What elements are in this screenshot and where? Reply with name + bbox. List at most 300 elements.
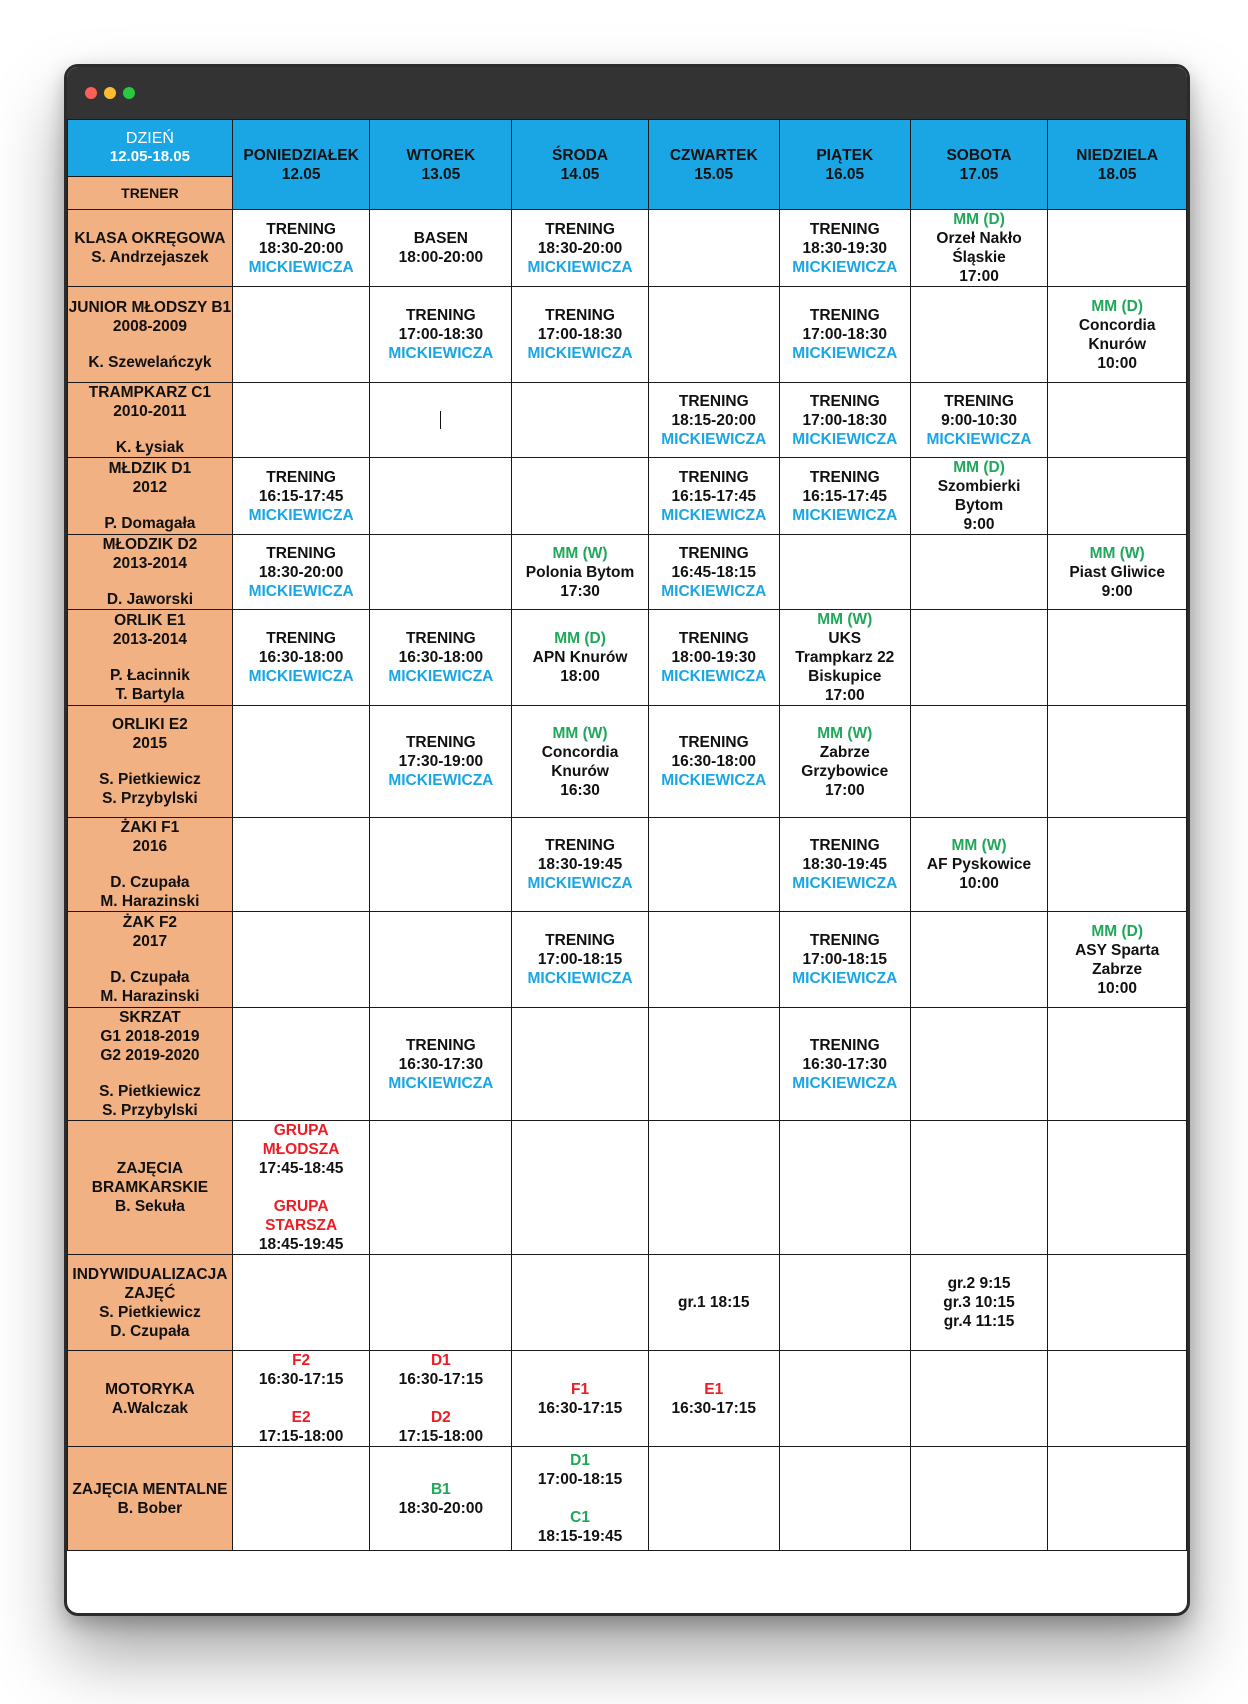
schedule-entry-line: 17:30-19:00 — [398, 753, 484, 770]
schedule-entry-line: TRENING — [405, 1036, 476, 1054]
schedule-cell-friday[interactable] — [779, 458, 910, 535]
schedule-cell-saturday[interactable] — [910, 535, 1048, 610]
schedule-cell-thursday[interactable] — [648, 912, 779, 1008]
team-trainer-cell — [68, 287, 233, 383]
team-trainer-line: MOTORYKA — [105, 1380, 195, 1398]
schedule-cell-wednesday[interactable] — [512, 610, 648, 706]
close-window-button[interactable] — [85, 87, 97, 99]
schedule-cell-tuesday[interactable] — [370, 1351, 512, 1447]
minimize-window-button[interactable] — [104, 87, 116, 99]
team-trainer-cell — [68, 912, 233, 1008]
schedule-entry-line: MICKIEWICZA — [248, 258, 354, 276]
day-header-sunday — [1048, 120, 1187, 210]
schedule-row — [68, 610, 1187, 706]
schedule-entry-line: Piast Gliwice — [1069, 563, 1165, 581]
schedule-entry-line: MICKIEWICZA — [792, 345, 898, 362]
schedule-cell-tuesday[interactable] — [370, 287, 512, 383]
schedule-entry-line: 18:30-20:00 — [537, 239, 623, 257]
schedule-entry-line: 16:30-18:00 — [398, 649, 484, 666]
day-date: 12.05 — [281, 165, 321, 183]
schedule-cell-monday[interactable] — [232, 1121, 370, 1255]
schedule-entry-line: E2 — [291, 1409, 311, 1426]
day-header-thursday — [648, 120, 779, 210]
schedule-cell-saturday[interactable] — [910, 458, 1048, 535]
day-label: DZIEŃ — [125, 130, 174, 147]
team-trainer-line: K. Szewelańczyk — [88, 353, 212, 371]
schedule-entry-line: TRENING — [678, 734, 749, 751]
schedule-cell-saturday[interactable] — [910, 383, 1048, 458]
spacer — [68, 1065, 232, 1082]
schedule-cell-thursday[interactable] — [648, 458, 779, 535]
schedule-row — [68, 535, 1187, 610]
schedule-entry-line: gr.2 9:15 — [947, 1275, 1011, 1292]
schedule-entry-line: 17:30 — [560, 582, 600, 600]
schedule-entry-line: MICKIEWICZA — [248, 506, 354, 524]
team-trainer-cell — [68, 1447, 233, 1551]
schedule-row — [68, 912, 1187, 1008]
schedule-entry-line: 16:30-18:00 — [258, 649, 344, 666]
schedule-cell-wednesday[interactable] — [512, 1255, 648, 1351]
schedule-cell-wednesday[interactable] — [512, 210, 648, 287]
schedule-entry-line: MICKIEWICZA — [661, 506, 767, 524]
schedule-cell-monday[interactable] — [232, 818, 370, 912]
schedule-cell-friday[interactable] — [779, 1447, 910, 1551]
schedule-entry-line: MICKIEWICZA — [248, 582, 354, 600]
schedule-cell-tuesday[interactable] — [370, 912, 512, 1008]
schedule-entry-line: UKS — [828, 630, 862, 647]
schedule-entry-line: 17:00 — [959, 268, 999, 285]
schedule-entry-line: 16:30-17:15 — [537, 1399, 623, 1417]
schedule-cell-sunday[interactable] — [1048, 912, 1187, 1008]
day-header-monday — [232, 120, 370, 210]
schedule-entry-line: Orzeł Nakło — [936, 230, 1022, 247]
schedule-entry-line: 16:30 — [560, 781, 600, 799]
schedule-cell-tuesday[interactable] — [370, 458, 512, 535]
schedule-cell-saturday[interactable] — [910, 287, 1048, 383]
schedule-cell-saturday[interactable] — [910, 610, 1048, 706]
schedule-entry-line: TRENING — [678, 544, 749, 562]
team-trainer-line: D. Czupała — [110, 874, 190, 891]
schedule-entry-line: TRENING — [266, 468, 336, 486]
schedule-entry-line: MICKIEWICZA — [661, 772, 767, 789]
schedule-entry-line: TRENING — [405, 630, 476, 647]
schedule-entry-line: gr.4 11:15 — [943, 1313, 1015, 1330]
team-trainer-line: 2016 — [132, 838, 168, 855]
schedule-entry-line: MM (W) — [817, 724, 873, 742]
team-trainer-line: S. Przybylski — [102, 790, 198, 807]
schedule-cell-tuesday[interactable] — [370, 1255, 512, 1351]
schedule-entry-line: 17:15-18:00 — [258, 1428, 344, 1445]
team-trainer-cell — [68, 383, 233, 458]
team-trainer-line: S. Pietkiewicz — [99, 1083, 201, 1100]
schedule-cell-friday[interactable] — [779, 706, 910, 818]
schedule-entry-line: Zabrze — [1092, 960, 1143, 978]
schedule-cell-saturday[interactable] — [910, 210, 1048, 287]
schedule-cell-monday[interactable] — [232, 210, 370, 287]
schedule-cell-tuesday[interactable] — [370, 1121, 512, 1255]
schedule-entry-line: MICKIEWICZA — [527, 875, 633, 892]
team-trainer-line: D. Czupała — [110, 1322, 190, 1340]
schedule-cell-sunday[interactable] — [1048, 383, 1187, 458]
schedule-entry-line: ASY Sparta — [1075, 941, 1160, 959]
schedule-cell-friday[interactable] — [779, 1351, 910, 1447]
schedule-cell-sunday[interactable] — [1048, 706, 1187, 818]
schedule-cell-thursday[interactable] — [648, 610, 779, 706]
window-titlebar — [67, 67, 1187, 119]
schedule-entry-line: MICKIEWICZA — [792, 258, 898, 276]
schedule-cell-sunday[interactable] — [1048, 1351, 1187, 1447]
day-name: WTOREK — [406, 146, 476, 164]
schedule-cell-sunday[interactable] — [1048, 1121, 1187, 1255]
schedule-entry-line: 9:00 — [963, 516, 995, 533]
team-trainer-line: 2013-2014 — [112, 555, 187, 572]
schedule-entry-line: TRENING — [809, 392, 880, 410]
team-trainer-line: ZAJĘĆ — [124, 1284, 176, 1302]
schedule-entry-line: 16:30-17:30 — [802, 1055, 887, 1073]
day-header-friday — [779, 120, 910, 210]
schedule-entry-line: 16:30-17:15 — [398, 1371, 484, 1388]
schedule-entry-line: 18:30-19:45 — [537, 856, 623, 873]
schedule-cell-monday[interactable] — [232, 1255, 370, 1351]
day-date: 18.05 — [1097, 165, 1137, 183]
header-corner-cell — [68, 120, 233, 210]
schedule-cell-saturday[interactable] — [910, 912, 1048, 1008]
team-trainer-line: P. Domagała — [104, 515, 196, 532]
schedule-entry-line: MM (W) — [951, 837, 1007, 854]
schedule-cell-tuesday[interactable] — [370, 535, 512, 610]
team-trainer-line: D. Jaworski — [106, 591, 193, 608]
schedule-cell-thursday[interactable] — [648, 383, 779, 458]
schedule-cell-thursday[interactable] — [648, 1255, 779, 1351]
day-date: 16.05 — [825, 165, 865, 183]
schedule-entry-line: TRENING — [405, 734, 476, 751]
team-trainer-line: MŁDZIK D1 — [108, 460, 192, 477]
schedule-cell-monday[interactable] — [232, 912, 370, 1008]
team-trainer-cell — [68, 1121, 233, 1255]
schedule-entry-line: Szombierki — [937, 478, 1021, 495]
team-trainer-line: S. Przybylski — [102, 1102, 198, 1119]
schedule-entry-line: MM (D) — [554, 630, 606, 647]
schedule-entry-line: BASEN — [413, 230, 468, 247]
spacer — [68, 649, 232, 666]
schedule-entry-line: MICKIEWICZA — [661, 668, 767, 685]
spacer — [68, 497, 232, 514]
schedule-cell-tuesday[interactable] — [370, 383, 512, 458]
schedule-entry-line: MM (D) — [1091, 297, 1143, 315]
schedule-entry-line: Concordia — [1078, 316, 1156, 334]
schedule-cell-tuesday[interactable] — [370, 210, 512, 287]
schedule-cell-friday[interactable] — [779, 1121, 910, 1255]
schedule-entry-line: 18:00 — [560, 668, 600, 685]
schedule-entry-line: F1 — [570, 1380, 590, 1398]
schedule-entry-line: 9:00 — [1101, 582, 1133, 600]
schedule-entry-line: Concordia — [541, 743, 619, 761]
schedule-entry-line: MICKIEWICZA — [388, 668, 494, 685]
schedule-cell-sunday[interactable] — [1048, 1255, 1187, 1351]
schedule-cell-monday[interactable] — [232, 383, 370, 458]
schedule-cell-thursday[interactable] — [648, 535, 779, 610]
schedule-entry-line: TRENING — [809, 307, 880, 324]
team-trainer-line: 2010-2011 — [113, 403, 187, 420]
schedule-entry-line: TRENING — [405, 307, 476, 324]
team-trainer-line: 2008-2009 — [112, 317, 187, 335]
schedule-cell-sunday[interactable] — [1048, 210, 1187, 287]
team-trainer-cell — [68, 1255, 233, 1351]
day-name: PONIEDZIAŁEK — [243, 146, 359, 164]
schedule-cell-tuesday[interactable] — [370, 1008, 512, 1121]
schedule-cell-tuesday[interactable] — [370, 706, 512, 818]
schedule-cell-saturday[interactable] — [910, 1351, 1048, 1447]
schedule-cell-monday[interactable] — [232, 535, 370, 610]
team-trainer-cell — [68, 1008, 233, 1121]
schedule-cell-friday[interactable] — [779, 1255, 910, 1351]
schedule-entry-line: D1 — [570, 1452, 590, 1469]
team-trainer-cell — [68, 1351, 233, 1447]
schedule-cell-wednesday[interactable] — [512, 1351, 648, 1447]
schedule-cell-monday[interactable] — [232, 1447, 370, 1551]
schedule-entry-line: 18:45-19:45 — [258, 1236, 344, 1253]
schedule-cell-monday[interactable] — [232, 706, 370, 818]
schedule-entry-line: Knurów — [1088, 335, 1146, 353]
header-row — [68, 120, 1187, 210]
schedule-cell-friday[interactable] — [779, 1008, 910, 1121]
spacer — [68, 336, 232, 353]
schedule-cell-friday[interactable] — [779, 287, 910, 383]
schedule-cell-monday[interactable] — [232, 1351, 370, 1447]
schedule-entry-line: MICKIEWICZA — [792, 1074, 898, 1092]
schedule-cell-wednesday[interactable] — [512, 1008, 648, 1121]
schedule-cell-tuesday[interactable] — [370, 610, 512, 706]
schedule-row — [68, 1008, 1187, 1121]
team-trainer-line: B. Sekuła — [115, 1198, 185, 1215]
day-header-tuesday — [370, 120, 512, 210]
schedule-entry-line: gr.3 10:15 — [943, 1294, 1015, 1311]
team-trainer-line: BRAMKARSKIE — [91, 1179, 209, 1196]
weekly-schedule-table — [67, 119, 1187, 1551]
schedule-entry-line: Bytom — [954, 497, 1004, 514]
schedule-cell-thursday[interactable] — [648, 1121, 779, 1255]
schedule-cell-friday[interactable] — [779, 610, 910, 706]
team-trainer-line: S. Andrzejaszek — [91, 249, 209, 266]
spacer — [68, 951, 232, 968]
schedule-cell-thursday[interactable] — [648, 1351, 779, 1447]
schedule-entry-line: C1 — [570, 1509, 590, 1526]
schedule-entry-line: 17:00-18:15 — [537, 1471, 623, 1488]
schedule-cell-tuesday[interactable] — [370, 818, 512, 912]
team-trainer-cell — [68, 535, 233, 610]
schedule-cell-thursday[interactable] — [648, 1447, 779, 1551]
team-trainer-line: TRAMPKARZ C1 — [88, 384, 212, 401]
schedule-cell-wednesday[interactable] — [512, 535, 648, 610]
schedule-entry-line: 10:00 — [1097, 979, 1137, 997]
team-trainer-cell — [68, 210, 233, 287]
schedule-row — [68, 210, 1187, 287]
team-trainer-line: S. Pietkiewicz — [99, 771, 201, 788]
schedule-entry-line: TRENING — [944, 392, 1014, 410]
schedule-entry-line: MŁODSZA — [262, 1141, 340, 1158]
schedule-entry-line: Grzybowice — [801, 762, 889, 780]
schedule-entry-line: Trampkarz 22 — [795, 649, 895, 666]
team-trainer-line: D. Czupała — [110, 969, 190, 986]
text-cursor — [440, 411, 441, 429]
team-trainer-line: 2013-2014 — [112, 631, 187, 648]
schedule-entry-line: 16:30-17:15 — [258, 1371, 344, 1388]
spacer — [68, 573, 232, 590]
schedule-entry-line: TRENING — [809, 837, 880, 854]
schedule-entry-line: MICKIEWICZA — [527, 258, 633, 276]
schedule-cell-friday[interactable] — [779, 210, 910, 287]
schedule-entry-line: MICKIEWICZA — [388, 345, 494, 362]
day-header-wednesday — [512, 120, 648, 210]
schedule-entry-line: 17:00-18:15 — [537, 951, 623, 968]
schedule-entry-line: E1 — [704, 1380, 724, 1398]
schedule-cell-wednesday[interactable] — [512, 458, 648, 535]
schedule-cell-sunday[interactable] — [1048, 287, 1187, 383]
team-trainer-line: INDYWIDUALIZACJA — [72, 1265, 228, 1283]
day-header-saturday — [910, 120, 1048, 210]
schedule-entry-line: Knurów — [551, 762, 609, 780]
schedule-entry-line: 17:00 — [824, 687, 865, 704]
schedule-entry-line: STARSZA — [265, 1217, 338, 1234]
schedule-entry-line: MM (D) — [1091, 922, 1143, 940]
schedule-cell-friday[interactable] — [779, 383, 910, 458]
schedule-entry-line: 17:15-18:00 — [398, 1428, 484, 1445]
schedule-cell-saturday[interactable] — [910, 1255, 1048, 1351]
schedule-cell-saturday[interactable] — [910, 1008, 1048, 1121]
schedule-cell-thursday[interactable] — [648, 818, 779, 912]
team-trainer-line: ŻAK F2 — [122, 914, 178, 931]
schedule-entry-line: 18:30-19:45 — [802, 856, 887, 873]
schedule-entry-line: TRENING — [809, 1036, 880, 1054]
schedule-cell-wednesday[interactable] — [512, 912, 648, 1008]
schedule-row — [68, 1351, 1187, 1447]
schedule-entry-line: AF Pyskowice — [926, 856, 1032, 873]
schedule-entry-line: TRENING — [809, 932, 880, 949]
schedule-cell-wednesday[interactable] — [512, 1447, 648, 1551]
trainer-column-header: TRENER — [68, 176, 232, 209]
schedule-entry-line: TRENING — [809, 220, 880, 238]
schedule-row — [68, 458, 1187, 535]
schedule-entry-line: TRENING — [545, 220, 615, 238]
schedule-cell-friday[interactable] — [779, 818, 910, 912]
schedule-row — [68, 1121, 1187, 1255]
team-trainer-line: 2012 — [132, 479, 168, 496]
team-trainer-line: KLASA OKRĘGOWA — [74, 230, 226, 247]
schedule-cell-monday[interactable] — [232, 287, 370, 383]
schedule-entry-line: MM (W) — [1089, 544, 1145, 562]
schedule-cell-friday[interactable] — [779, 535, 910, 610]
team-trainer-cell — [68, 706, 233, 818]
schedule-cell-thursday[interactable] — [648, 1008, 779, 1121]
date-range-header — [68, 120, 232, 176]
schedule-cell-sunday[interactable] — [1048, 818, 1187, 912]
schedule-entry-line: 16:45-18:15 — [671, 563, 756, 581]
schedule-entry-line: 17:00-18:15 — [802, 951, 887, 968]
date-range-label: 12.05-18.05 — [109, 148, 190, 165]
schedule-entry-line: Zabrze — [819, 743, 870, 761]
schedule-entry-line: 18:30-20:00 — [258, 563, 344, 581]
team-trainer-line: P. Łacinnik — [110, 667, 190, 684]
team-trainer-cell — [68, 458, 233, 535]
schedule-entry-line: 18:15-20:00 — [671, 411, 756, 429]
schedule-entry-line: 18:30-20:00 — [398, 1499, 484, 1517]
schedule-row — [68, 1447, 1187, 1551]
schedule-entry-line: gr.1 18:15 — [678, 1294, 750, 1311]
team-trainer-line: JUNIOR MŁODSZY B1 — [68, 298, 232, 316]
schedule-entry-line: MICKIEWICZA — [792, 875, 898, 892]
schedule-cell-wednesday[interactable] — [512, 287, 648, 383]
schedule-cell-wednesday[interactable] — [512, 383, 648, 458]
schedule-entry-line: 17:00-18:30 — [537, 326, 623, 343]
schedule-entry-line: 18:30-20:00 — [258, 239, 344, 257]
schedule-entry-line: D2 — [430, 1409, 451, 1426]
schedule-cell-thursday[interactable] — [648, 706, 779, 818]
schedule-entry-line: 9:00-10:30 — [941, 411, 1017, 429]
schedule-cell-tuesday[interactable] — [370, 1447, 512, 1551]
schedule-entry-line: TRENING — [545, 932, 615, 949]
schedule-entry-line: Śląskie — [952, 249, 1006, 266]
day-name: CZWARTEK — [669, 146, 758, 164]
schedule-entry-line: F2 — [292, 1352, 311, 1369]
schedule-cell-wednesday[interactable] — [512, 818, 648, 912]
schedule-cell-saturday[interactable] — [910, 1121, 1048, 1255]
schedule-entry-line: TRENING — [266, 630, 336, 647]
schedule-cell-thursday[interactable] — [648, 210, 779, 287]
schedule-entry-line: MM (W) — [552, 544, 608, 562]
schedule-entry-line: MICKIEWICZA — [527, 345, 633, 362]
schedule-cell-thursday[interactable] — [648, 287, 779, 383]
schedule-cell-sunday[interactable] — [1048, 458, 1187, 535]
schedule-entry-line: 18:00-20:00 — [398, 249, 484, 266]
schedule-entry-line: MM (W) — [552, 724, 608, 742]
schedule-entry-line: GRUPA — [273, 1198, 329, 1215]
maximize-window-button[interactable] — [123, 87, 135, 99]
schedule-cell-saturday[interactable] — [910, 706, 1048, 818]
schedule-entry-line: MICKIEWICZA — [388, 772, 494, 789]
team-trainer-line: T. Bartyla — [115, 686, 185, 703]
schedule-cell-monday[interactable] — [232, 458, 370, 535]
schedule-cell-monday[interactable] — [232, 610, 370, 706]
schedule-cell-sunday[interactable] — [1048, 1447, 1187, 1551]
schedule-entry-line: 16:30-17:30 — [398, 1055, 484, 1073]
schedule-cell-sunday[interactable] — [1048, 535, 1187, 610]
schedule-entry-line: 10:00 — [959, 875, 999, 892]
spacer — [68, 421, 232, 438]
schedule-entry-line: 17:00-18:30 — [802, 411, 887, 429]
team-trainer-line: 2015 — [132, 735, 168, 752]
schedule-cell-saturday[interactable] — [910, 818, 1048, 912]
schedule-cell-sunday[interactable] — [1048, 1008, 1187, 1121]
schedule-entry-line: MICKIEWICZA — [792, 970, 898, 987]
day-date: 13.05 — [421, 165, 461, 183]
team-trainer-line: ORLIKI E2 — [112, 716, 188, 733]
team-trainer-line: SKRZAT — [119, 1009, 181, 1026]
schedule-entry-line: APN Knurów — [532, 649, 628, 666]
spacer — [68, 753, 232, 770]
day-name: ŚRODA — [552, 146, 609, 164]
schedule-cell-wednesday[interactable] — [512, 706, 648, 818]
team-trainer-line: G1 2018-2019 — [100, 1028, 200, 1045]
day-name: SOBOTA — [946, 146, 1012, 164]
schedule-entry-line: 16:15-17:45 — [802, 487, 887, 505]
team-trainer-cell — [68, 818, 233, 912]
schedule-row — [68, 818, 1187, 912]
schedule-cell-monday[interactable] — [232, 1008, 370, 1121]
schedule-cell-friday[interactable] — [779, 912, 910, 1008]
schedule-cell-saturday[interactable] — [910, 1447, 1048, 1551]
schedule-cell-wednesday[interactable] — [512, 1121, 648, 1255]
schedule-cell-sunday[interactable] — [1048, 610, 1187, 706]
